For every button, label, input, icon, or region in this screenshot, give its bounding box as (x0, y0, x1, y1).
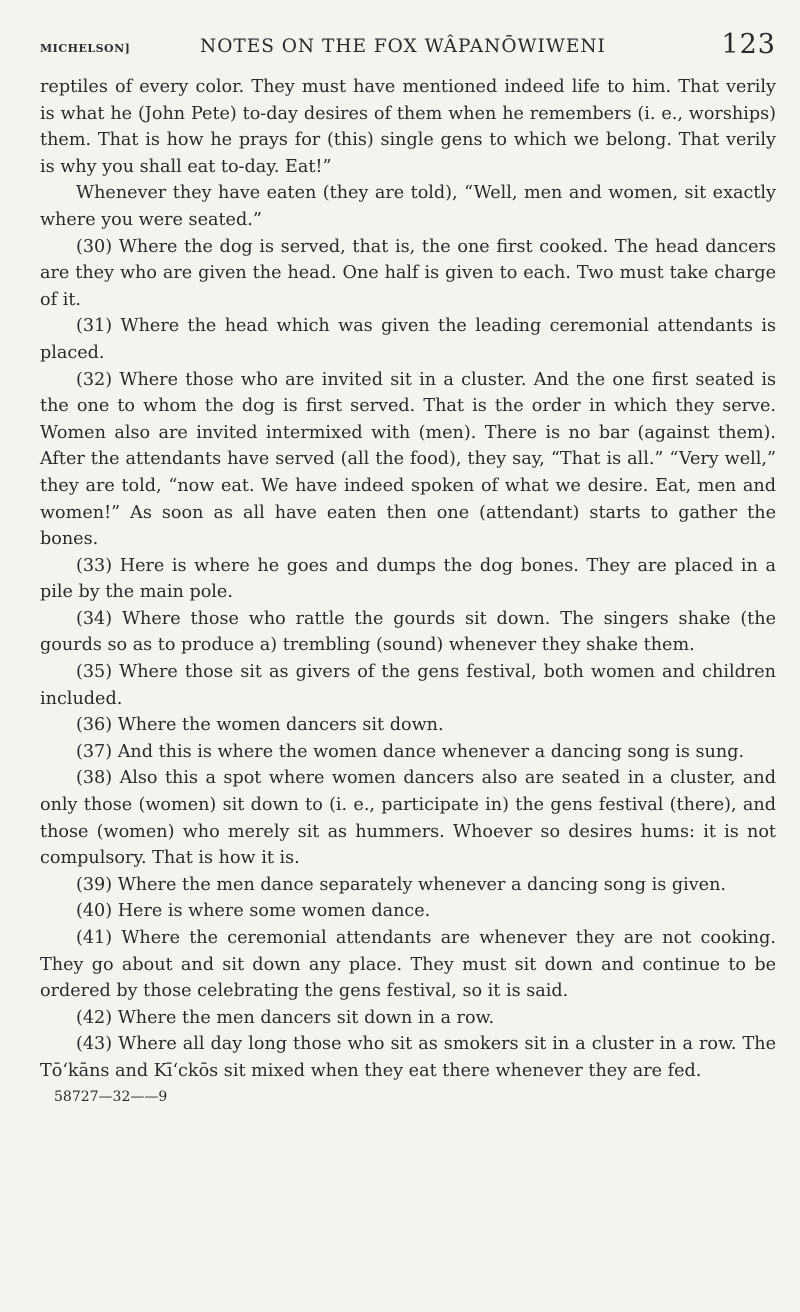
paragraph-37: (37) And this is where the women dance whenever a dancing song is sung. (76, 741, 745, 762)
paragraph-33: (33) Here is where he goes and dumps the dog bones. They are placed in a pile by the main pole. (40, 555, 776, 603)
paragraph-40: (40) Here is where some women dance. (76, 901, 431, 922)
paragraph-34: (34) Where those who rattle the gourds sit down. The singers shake (the gourds so as to produce a) trembling (sound) whenever they shake them. (40, 608, 776, 656)
running-header (40, 28, 776, 74)
paragraph-41: (41) Where the ceremonial attendants are whenever they are not cooking. They go about and sit down any place. They must sit down and continue to be ordered by those celebrating the gens festival, so it is said. (40, 928, 776, 1002)
signature-mark: 58727—32——9 (54, 1088, 168, 1105)
running-title: NOTES ON THE FOX WÂPANŌWIWENI (200, 36, 606, 57)
paragraph-42: (42) Where the men dancers sit down in a row. (76, 1007, 495, 1028)
paragraph-31: (31) Where the head which was given the leading ceremonial attendants is placed. (40, 316, 776, 363)
author-name: MICHELSON] (40, 42, 131, 55)
paragraph: Whenever they have eaten (they are told), “Well, men and women, sit exactly where you were seated.” (40, 183, 776, 230)
paragraph-43: (43) Where all day long those who sit as smokers sit in a cluster in a row. The Tō‘kāns and Kī‘ckōs sit mixed when they eat there whenever they are fed. (40, 1034, 776, 1081)
document-page (40, 28, 776, 1109)
paragraph-32: (32) Where those who are invited sit in a cluster. And the one first seated is the one to whom the dog is first served. That is the order in which they serve. Women also are invited intermixed with (men). There is no bar (against them). After the attendants have served (all the food), they say, “That is all.” “Very well,” they are told, “now eat. We have indeed spoken of what we desire. Eat, men and women!” As soon as all have eaten then one (attendant) starts to gather the bones. (40, 369, 776, 550)
paragraph-35: (35) Where those sit as givers of the gens festival, both women and children included. (40, 662, 776, 709)
body-text (40, 74, 776, 1085)
paragraph-continued: reptiles of every color. They must have mentioned indeed life to him. That verily is what he (John Pete) to-day desires of them when he remembers (i. e., worships) them. That is how he prays for (this) single gens to which we belong. That verily is why you shall eat to-day. Eat!” (40, 77, 776, 177)
paragraph-36: (36) Where the women dancers sit down. (76, 715, 444, 736)
page-number: 123 (721, 29, 776, 60)
paragraph-30: (30) Where the dog is served, that is, the one first cooked. The head dancers are they who are given the head. One half is given to each. Two must take charge of it. (40, 236, 776, 310)
paragraph-39: (39) Where the men dance separately whenever a dancing song is given. (76, 874, 726, 895)
paragraph-38: (38) Also this a spot where women dancers also are seated in a cluster, and only those (women) sit down to (i. e., participate in) the gens festival (there), and those (women) who merely sit as hummers. Whoever so desires hums: it is not compulsory. That is how it is. (40, 768, 776, 869)
